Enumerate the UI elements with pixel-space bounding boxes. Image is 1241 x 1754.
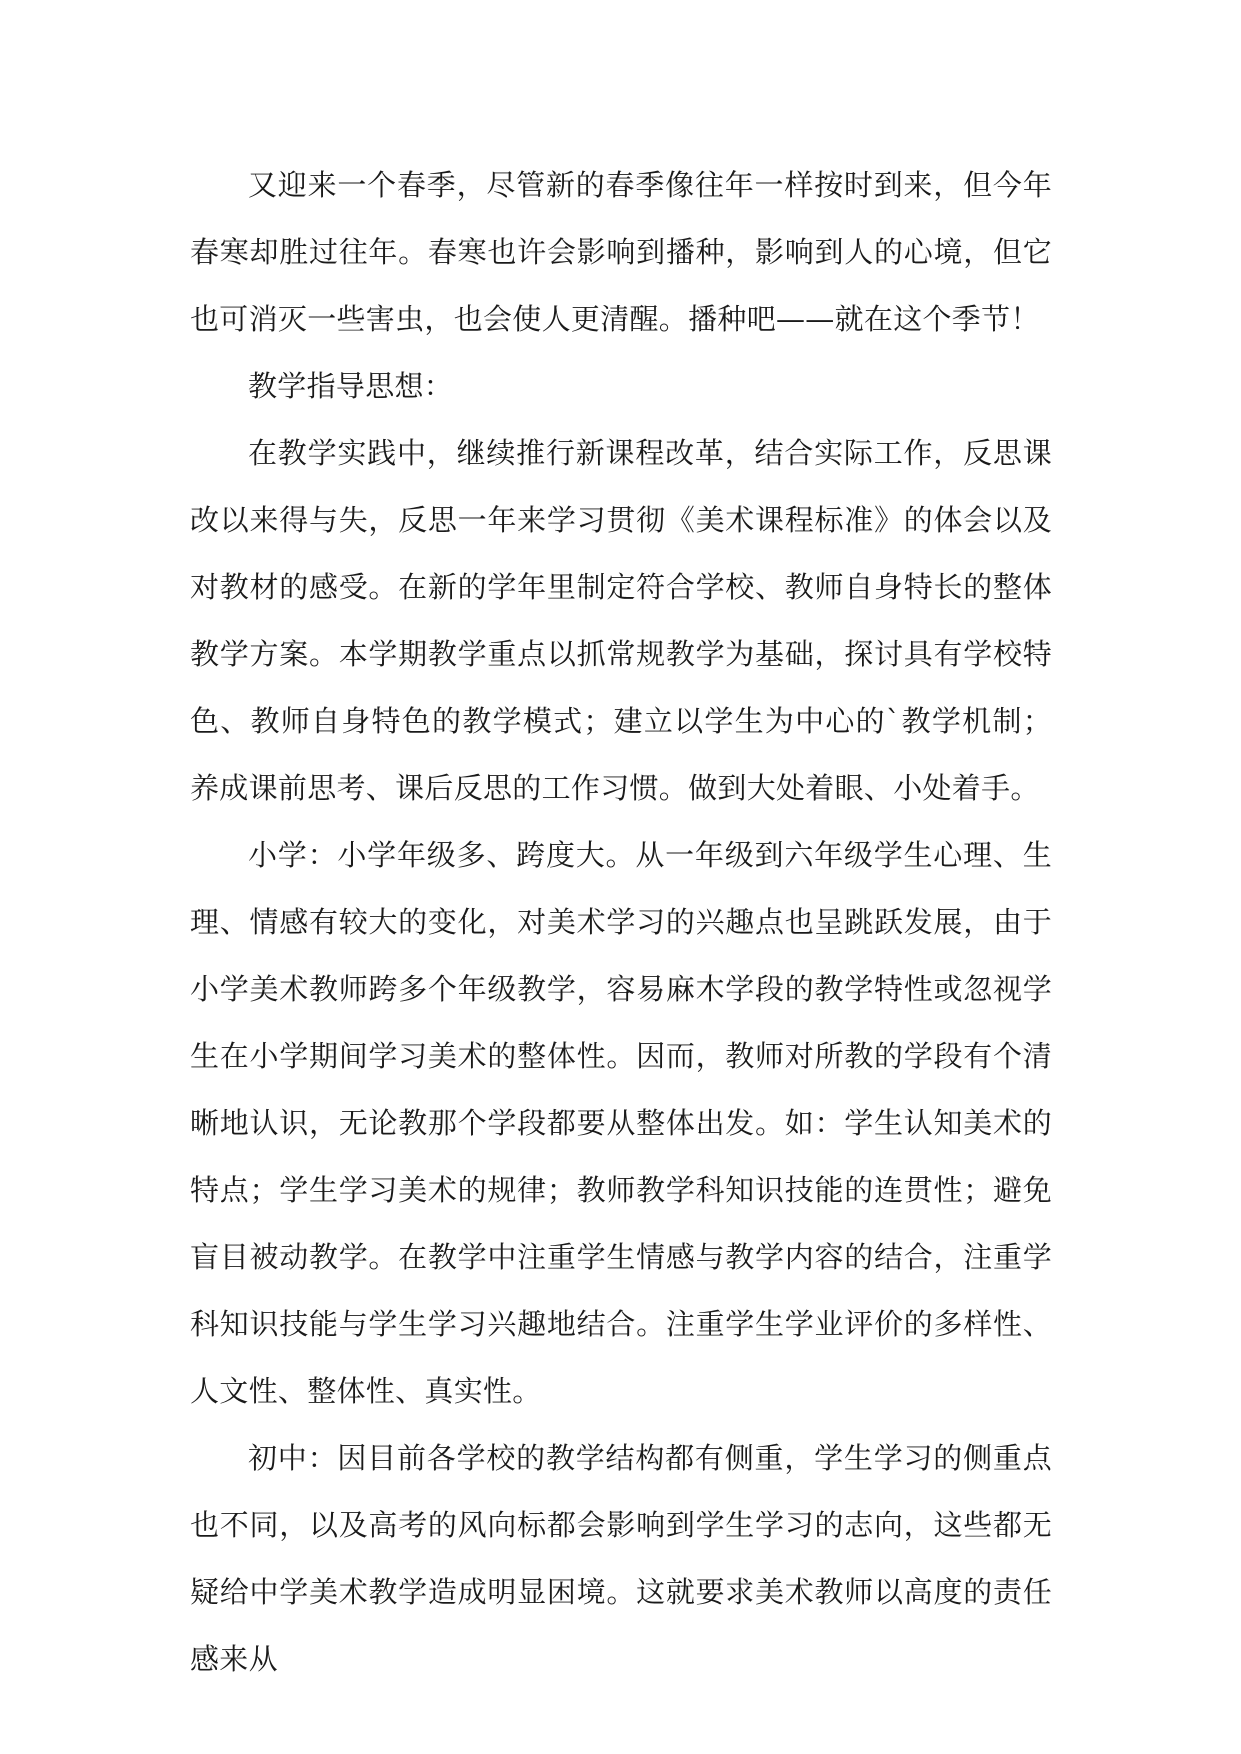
paragraph-teaching-practice: 在教学实践中，继续推行新课程改革，结合实际工作，反思课改以来得与失，反思一年来学习贯彻《美术课程标准》的体会以及对教材的感受。在新的学年里制定符合学校、教师自身特长的整体教学方案。本学期教学重点以抓常规教学为基础，探讨具有学校特色、教师自身特色的教学模式；建立以学生为中心的`教学机制；养成课前思考、课后反思的工作习惯。做到大处着眼、小处着手。 xyxy=(190,436,1052,805)
document-body xyxy=(190,152,1052,1693)
paragraph-spring-intro: 又迎来一个春季，尽管新的春季像往年一样按时到来，但今年春寒却胜过往年。春寒也许会影响到播种，影响到人的心境，但它也可消灭一些害虫，也会使人更清醒。播种吧——就在这个季节！ xyxy=(190,168,1052,336)
paragraph-primary-school: 小学：小学年级多、跨度大。从一年级到六年级学生心理、生理、情感有较大的变化，对美术学习的兴趣点也呈跳跃发展，由于小学美术教师跨多个年级教学，容易麻木学段的教学特性或忽视学生在小学期间学习美术的整体性。因而，教师对所教的学段有个清晰地认识，无论教那个学段都要从整体出发。如：学生认知美术的特点；学生学习美术的规律；教师教学科知识技能的连贯性；避免盲目被动教学。在教学中注重学生情感与教学内容的结合，注重学科知识技能与学生学习兴趣地结合。注重学生学业评价的多样性、人文性、整体性、真实性。 xyxy=(190,838,1052,1408)
paragraph-junior-high: 初中：因目前各学校的教学结构都有侧重，学生学习的侧重点也不同，以及高考的风向标都会影响到学生学习的志向，这些都无疑给中学美术教学造成明显困境。这就要求美术教师以高度的责任感来从 xyxy=(190,1441,1052,1676)
paragraph-teaching-guideline-heading: 教学指导思想： xyxy=(248,369,454,403)
